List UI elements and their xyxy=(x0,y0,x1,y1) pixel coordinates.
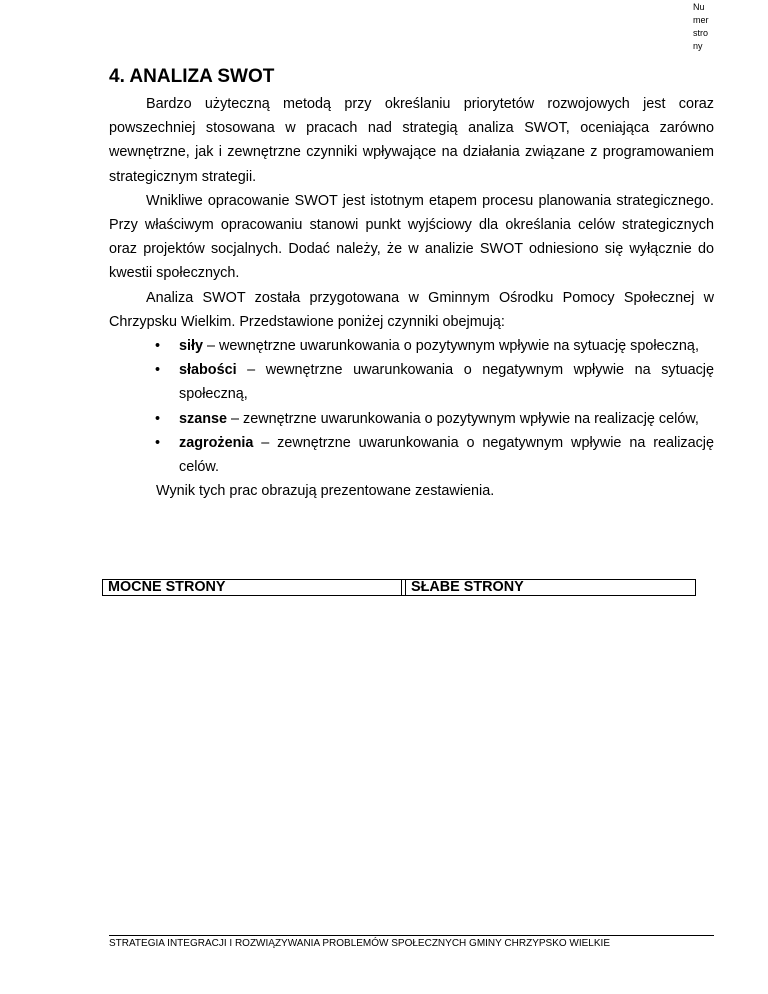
page-number-line: mer xyxy=(693,15,709,25)
page-number-placeholder xyxy=(693,1,715,53)
bullet-icon: • xyxy=(155,362,161,379)
list-item-text: – zewnętrzne uwarunkowania o negatywnym wpływie na realizację celów. xyxy=(179,434,714,476)
weaknesses-column-header: SŁABE STRONY xyxy=(405,580,695,595)
intro-paragraph: Bardzo użyteczną metodą przy określaniu priorytetów rozwojowych jest coraz powszechniej stosowana w pracach nad strategią analiza SWOT, oceniająca zarówno wewnętrzne, jak i zewnętrzne czynniki wpływające na działania związane z programowaniem strategicznym strategii. xyxy=(109,96,714,185)
bullet-icon: • xyxy=(155,434,161,451)
closing-line: Wynik tych prac obrazują prezentowane zestawienia. xyxy=(156,483,495,500)
page-number-line: ny xyxy=(693,41,703,51)
swot-purpose-paragraph: Wnikliwe opracowanie SWOT jest istotnym etapem procesu planowania strategicznego. Przy właściwym opracowaniu stanowi punkt wyjściowy dla określania celów strategicznych oraz projektów socjalnych. Dodać należy, że w analizie SWOT odniesiono się wyłącznie do kwestii społecznych. xyxy=(109,192,714,282)
section-heading: 4. ANALIZA SWOT xyxy=(109,66,275,87)
page-number-line: Nu xyxy=(693,2,705,12)
list-item-term: siły xyxy=(179,338,204,355)
list-item-threats xyxy=(109,431,714,479)
bullet-icon: • xyxy=(155,338,161,355)
footer-divider xyxy=(109,935,714,936)
list-item-text: – zewnętrzne uwarunkowania o pozytywnym wpływie na realizację celów, xyxy=(227,410,699,427)
list-item-term: zagrożenia xyxy=(179,434,254,451)
swot-factor-list xyxy=(109,334,714,479)
list-item-term: szanse xyxy=(179,410,227,427)
bullet-icon: • xyxy=(155,410,161,427)
list-item-weaknesses xyxy=(109,358,714,406)
list-item-text: – wewnętrzne uwarunkowania o pozytywnym wpływie na sytuację społeczną, xyxy=(203,338,699,355)
page-footer: STRATEGIA INTEGRACJI I ROZWIĄZYWANIA PROBLEMÓW SPOŁECZNYCH GMINY CHRZYPSKO WIELKIE xyxy=(109,938,610,949)
strengths-column-header: MOCNE STRONY xyxy=(103,580,402,595)
document-body xyxy=(109,92,714,503)
list-item-strengths xyxy=(109,334,714,358)
swot-table-header xyxy=(102,579,696,596)
list-item-text: – wewnętrzne uwarunkowania o negatywnym wpływie na sytuację społeczną, xyxy=(179,362,714,403)
list-item-opportunities xyxy=(109,407,714,431)
page-number-line: stro xyxy=(693,28,709,38)
swot-preparation-paragraph: Analiza SWOT została przygotowana w Gminnym Ośrodku Pomocy Społecznej w Chrzypsku Wielkim. Przedstawione poniżej czynniki obejmują: xyxy=(109,289,714,330)
list-item-term: słabości xyxy=(179,362,237,379)
